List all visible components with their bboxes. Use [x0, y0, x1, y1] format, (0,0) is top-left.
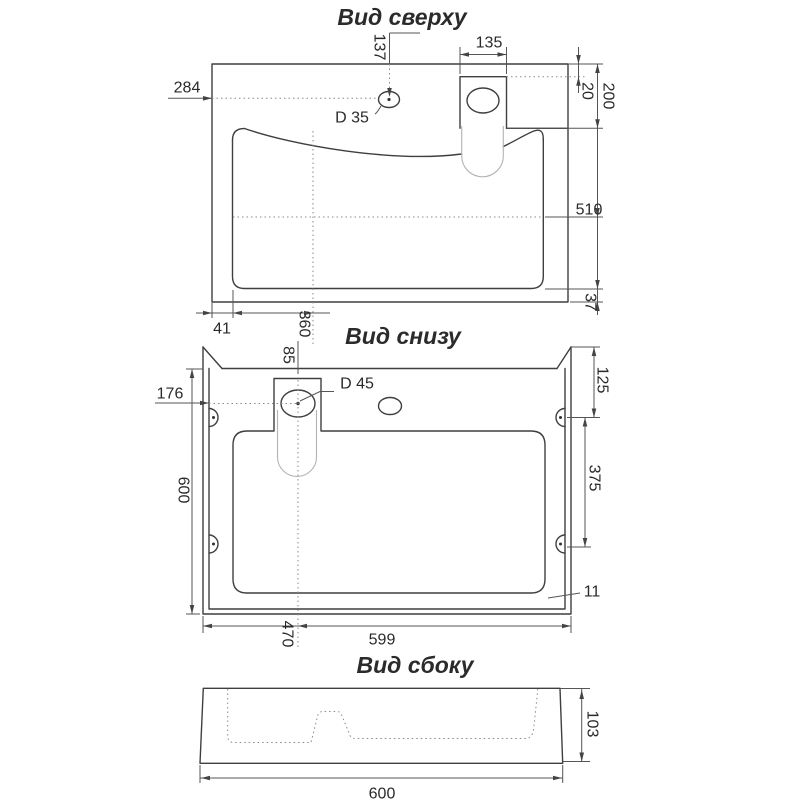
top-view-outline [212, 64, 568, 302]
dim-label-d45: D 45 [340, 375, 374, 393]
top-view-dimension-arrows [203, 52, 600, 315]
bottom-view-outline [203, 347, 571, 614]
tap-hole [467, 88, 499, 113]
top-view-dimension-labels [174, 34, 617, 338]
dim-label-d35: D 35 [335, 109, 369, 127]
side-view [200, 652, 601, 800]
dim-label-137: 137 [370, 33, 388, 61]
side-view-dimension-labels [369, 711, 601, 800]
dim-label-600-left: 600 [174, 476, 192, 504]
faucet-outline-top [462, 126, 504, 177]
dim-label-599: 599 [368, 631, 396, 649]
basin-hidden-profile [228, 689, 538, 743]
mounting-holes [209, 409, 565, 554]
bottom-view-title: Вид снизу [345, 323, 461, 349]
side-view-dimension-lines [200, 689, 590, 784]
dim-label-135: 135 [475, 34, 503, 52]
bottom-view-dimension-lines [155, 341, 600, 648]
dim-label-41: 41 [213, 320, 231, 338]
dim-label-103: 103 [583, 710, 601, 738]
dim-label-85: 85 [279, 346, 297, 364]
dim-label-510: 510 [575, 201, 603, 219]
side-view-outline [200, 688, 563, 763]
dim-label-360: 360 [295, 310, 313, 338]
dim-label-176: 176 [156, 385, 184, 403]
top-view [168, 4, 617, 345]
bottom-view-dimension-labels [157, 346, 611, 648]
dim-label-37: 37 [581, 293, 599, 311]
faucet-outline-bottom [278, 410, 317, 477]
dim-label-470: 470 [278, 620, 296, 648]
side-view-title: Вид сбоку [356, 652, 474, 678]
dim-label-284: 284 [173, 79, 201, 97]
overflow-hole-bottom [379, 398, 402, 415]
dim-label-20: 20 [578, 82, 596, 100]
dim-label-375: 375 [585, 464, 603, 492]
top-view-dimension-lines [168, 33, 603, 345]
dim-label-125: 125 [593, 366, 611, 394]
bottom-view-dimension-arrows [190, 347, 597, 628]
side-view-dimension-arrows [201, 690, 584, 780]
d35-leader [375, 106, 381, 114]
dim-label-200: 200 [599, 82, 617, 110]
bottom-view [155, 320, 611, 649]
dim-label-600-side: 600 [368, 785, 396, 800]
dim-label-11: 11 [583, 583, 601, 601]
top-view-title: Вид сверху [337, 4, 467, 30]
